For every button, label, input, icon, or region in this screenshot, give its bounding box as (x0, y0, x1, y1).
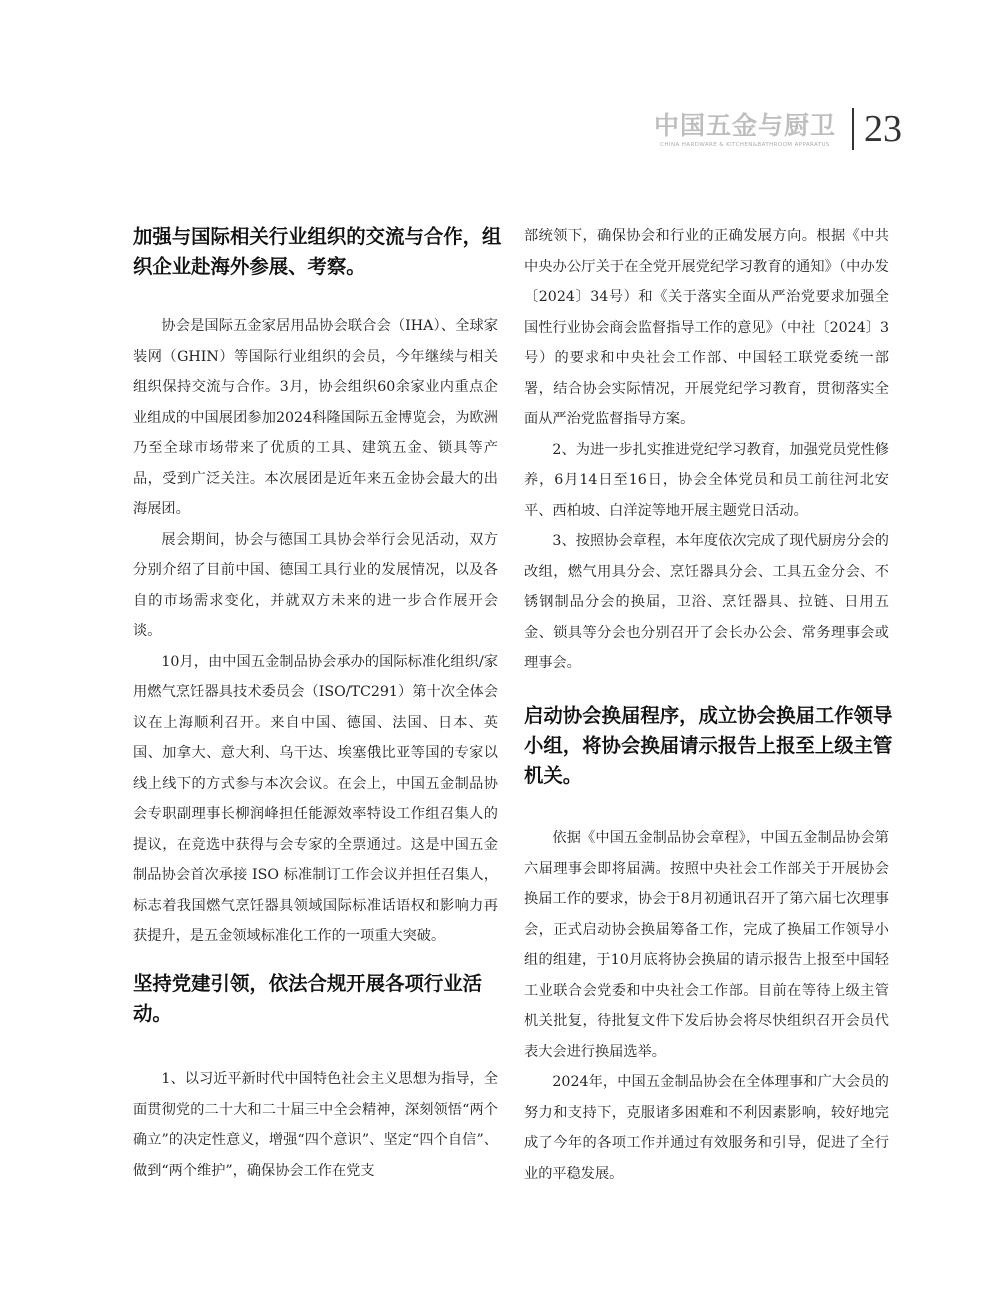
page-header (654, 104, 902, 154)
paragraph: 3、按照协会章程，本年度依次完成了现代厨房分会的改组，燃气用具分会、烹饪器具分会、工具五金分会、不锈钢制品分会的换届，卫浴、烹饪器具、拉链、日用五金、锁具等分会也分别召开了会长办公会、常务理事会或理事会。 (524, 533, 889, 671)
right-paragraphs-2 (524, 823, 889, 1189)
paragraph-continued: 部统领下，确保协会和行业的正确发展方向。根据《中共中央办公厅关于在全党开展党纪学习教育的通知》（中办发〔2024〕34号）和《关于落实全面从严治党要求加强全国性行业协会商会监督指导工作的意见》（中社〔2024〕3号）的要求和中央社会工作部、中国轻工联党委统一部署，结合协会实际情况，开展党纪学习教育，贯彻落实全面从严治党监督指导方案。 (524, 228, 889, 427)
magazine-logo (654, 111, 836, 148)
paragraph: 2024年，中国五金制品协会在全体理事和广大会员的努力和支持下，克服诸多困难和不利因素影响，较好地完成了今年的各项工作并通过有效服务和引导，促进了全行业的平稳发展。 (524, 1074, 889, 1182)
paragraph: 协会是国际五金家居用品协会联合会（IHA）、全球家装网（GHIN）等国际行业组织的会员，今年继续与相关组织保持交流与合作。3月，协会组织60余家业内重点企业组成的中国展团参加2024科隆国际五金博览会，为欧洲乃至全球市场带来了优质的工具、建筑五金、锁具等产品，受到广泛关注。本次展团是近年来五金协会最大的出海展团。 (133, 318, 498, 517)
left-paragraphs-2 (133, 1064, 498, 1186)
left-paragraphs-1 (133, 311, 498, 952)
paragraph: 依据《中国五金制品协会章程》，中国五金制品协会第六届理事会即将届满。按照中央社会工作部关于开展协会换届工作的要求，协会于8月初通讯召开了第六届七次理事会，正式启动协会换届筹备工作，完成了换届工作领导小组的组建，于10月底将协会换届的请示报告上报至中国轻工业联合会党委和中央社会工作部。目前在等待上级主管机关批复，待批复文件下发后协会将尽快组织召开会员代表大会进行换届选举。 (524, 830, 889, 1060)
section-heading-re-election: 启动协会换届程序，成立协会换届工作领导小组，将协会换届请示报告上报至上级主管机关。 (524, 704, 893, 787)
paragraph: 展会期间，协会与德国工具协会举行会见活动，双方分别介绍了目前中国、德国工具行业的发展情况，以及各自的市场需求变化，并就双方未来的进一步合作展开会谈。 (133, 531, 498, 639)
paragraph: 1、以习近平新时代中国特色社会主义思想为指导，全面贯彻党的二十大和二十届三中全会精神，深刻领悟“两个确立”的决定性意义，增强“四个意识”、坚定“四个自信”、做到“两个维护”，确保协会工作在党支 (133, 1071, 498, 1179)
right-paragraphs-1 (524, 221, 889, 679)
section-heading-party-building: 坚持党建引领，依法合规开展各项行业活动。 (133, 972, 483, 1025)
header-divider (852, 108, 854, 150)
page-number: 23 (864, 108, 902, 150)
section-heading-international: 加强与国际相关行业组织的交流与合作，组织企业赴海外参展、考察。 (133, 225, 502, 278)
paragraph: 2、为进一步扎实推进党纪学习教育，加强党员党性修养，6月14日至16日，协会全体党员和员工前往河北安平、西柏坡、白洋淀等地开展主题党日活动。 (524, 441, 889, 519)
logo-text: 中国五金与厨卫 (653, 110, 836, 140)
paragraph: 10月，由中国五金制品协会承办的国际标准化组织/家用燃气烹饪器具技术委员会（ISO/TC291）第十次全体会议在上海顺利召开。来自中国、德国、法国、日本、英国、加拿大、意大利、乌干达、埃塞俄比亚等国的专家以线上线下的方式参与本次会议。在会上，中国五金制品协会专职副理事长柳润峰担任能源效率特设工作组召集人的提议，在竞选中获得与会专家的全票通过。这是中国五金制品协会首次承接 ISO 标准制订工作会议并担任召集人，标志着我国燃气烹饪器具领域国际标准话语权和影响力再获提升，是五金领域标准化工作的一项重大突破。 (133, 653, 498, 944)
logo-subtitle: CHINA HARDWARE & KITCHEN&BATHROOM APPARATUS (660, 141, 830, 148)
